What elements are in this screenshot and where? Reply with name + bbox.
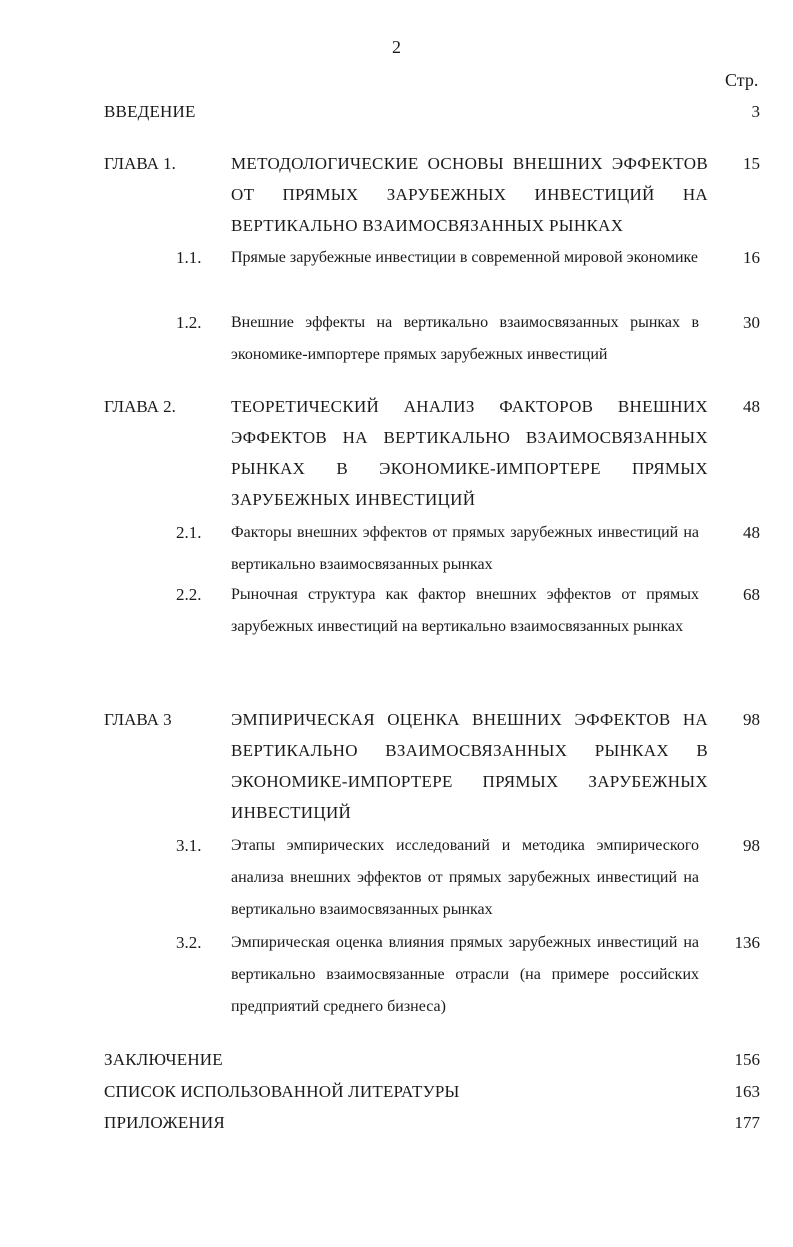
section-1-2-page: 30	[743, 313, 760, 332]
section-3-1-num: 3.1.	[176, 836, 202, 855]
section-3-2-title[interactable]: Эмпирическая оценка влияния прямых зарубежных инвестиций на вертикально взаимосвязанные отрасли (на примере российских предприятий среднего бизнеса)	[231, 934, 699, 1015]
chapter-3-title[interactable]: ЭМПИРИЧЕСКАЯ ОЦЕНКА ВНЕШНИХ ЭФФЕКТОВ НА ВЕРТИКАЛЬНО ВЗАИМОСВЯЗАННЫХ РЫНКАХ В ЭКОНОМИКЕ-ИМПОРТЕРЕ ПРЯМЫХ ЗАРУБЕЖНЫХ ИНВЕСТИЦИЙ	[231, 710, 708, 822]
section-2-1-num: 2.1.	[176, 523, 202, 542]
section-3-2-page: 136	[734, 933, 760, 952]
section-2-2-title[interactable]: Рыночная структура как фактор внешних эффектов от прямых зарубежных инвестиций на вертикально взаимосвязанных рынках	[231, 586, 699, 635]
toc-page-appendices: 177	[734, 1113, 760, 1132]
section-2-2-page: 68	[743, 585, 760, 604]
page-number: 2	[392, 37, 401, 57]
chapter-3-page: 98	[743, 710, 760, 729]
chapter-1-title[interactable]: МЕТОДОЛОГИЧЕСКИЕ ОСНОВЫ ВНЕШНИХ ЭФФЕКТОВ ОТ ПРЯМЫХ ЗАРУБЕЖНЫХ ИНВЕСТИЦИЙ НА ВЕРТИКАЛЬНО ВЗАИМОСВЯЗАННЫХ РЫНКАХ	[231, 154, 708, 235]
toc-entry-introduction[interactable]: ВВЕДЕНИЕ	[104, 102, 196, 121]
section-1-2-title[interactable]: Внешние эффекты на вертикально взаимосвязанных рынках в экономике-импортере прямых зарубежных инвестиций	[231, 314, 699, 363]
section-1-1-page: 16	[743, 248, 760, 267]
chapter-3-label: ГЛАВА 3	[104, 710, 172, 729]
chapter-1-label: ГЛАВА 1.	[104, 154, 176, 173]
section-2-2-num: 2.2.	[176, 585, 202, 604]
section-2-1-page: 48	[743, 523, 760, 542]
toc-entry-conclusion[interactable]: ЗАКЛЮЧЕНИЕ	[104, 1050, 223, 1069]
toc-entry-appendices[interactable]: ПРИЛОЖЕНИЯ	[104, 1113, 225, 1132]
toc-entry-references[interactable]: СПИСОК ИСПОЛЬЗОВАННОЙ ЛИТЕРАТУРЫ	[104, 1082, 460, 1101]
chapter-1-page: 15	[743, 154, 760, 173]
section-3-2-num: 3.2.	[176, 933, 202, 952]
toc-page-references: 163	[734, 1082, 760, 1101]
chapter-2-label: ГЛАВА 2.	[104, 397, 176, 416]
section-2-1-title[interactable]: Факторы внешних эффектов от прямых зарубежных инвестиций на вертикально взаимосвязанных рынках	[231, 524, 699, 573]
chapter-2-title[interactable]: ТЕОРЕТИЧЕСКИЙ АНАЛИЗ ФАКТОРОВ ВНЕШНИХ ЭФФЕКТОВ НА ВЕРТИКАЛЬНО ВЗАИМОСВЯЗАННЫХ РЫНКАХ В ЭКОНОМИКЕ-ИМПОРТЕРЕ ПРЯМЫХ ЗАРУБЕЖНЫХ ИНВЕСТИЦИЙ	[231, 397, 708, 509]
page-column-label: Стр.	[725, 70, 759, 90]
chapter-2-page: 48	[743, 397, 760, 416]
section-1-2-num: 1.2.	[176, 313, 202, 332]
section-1-1-title[interactable]: Прямые зарубежные инвестиции в современной мировой экономике	[231, 249, 698, 266]
toc-page-introduction: 3	[751, 102, 760, 121]
toc-page-conclusion: 156	[734, 1050, 760, 1069]
section-1-1-num: 1.1.	[176, 248, 202, 267]
section-3-1-title[interactable]: Этапы эмпирических исследований и методика эмпирического анализа внешних эффектов от прямых зарубежных инвестиций на вертикально взаимосвязанных рынках	[231, 837, 699, 918]
section-3-1-page: 98	[743, 836, 760, 855]
